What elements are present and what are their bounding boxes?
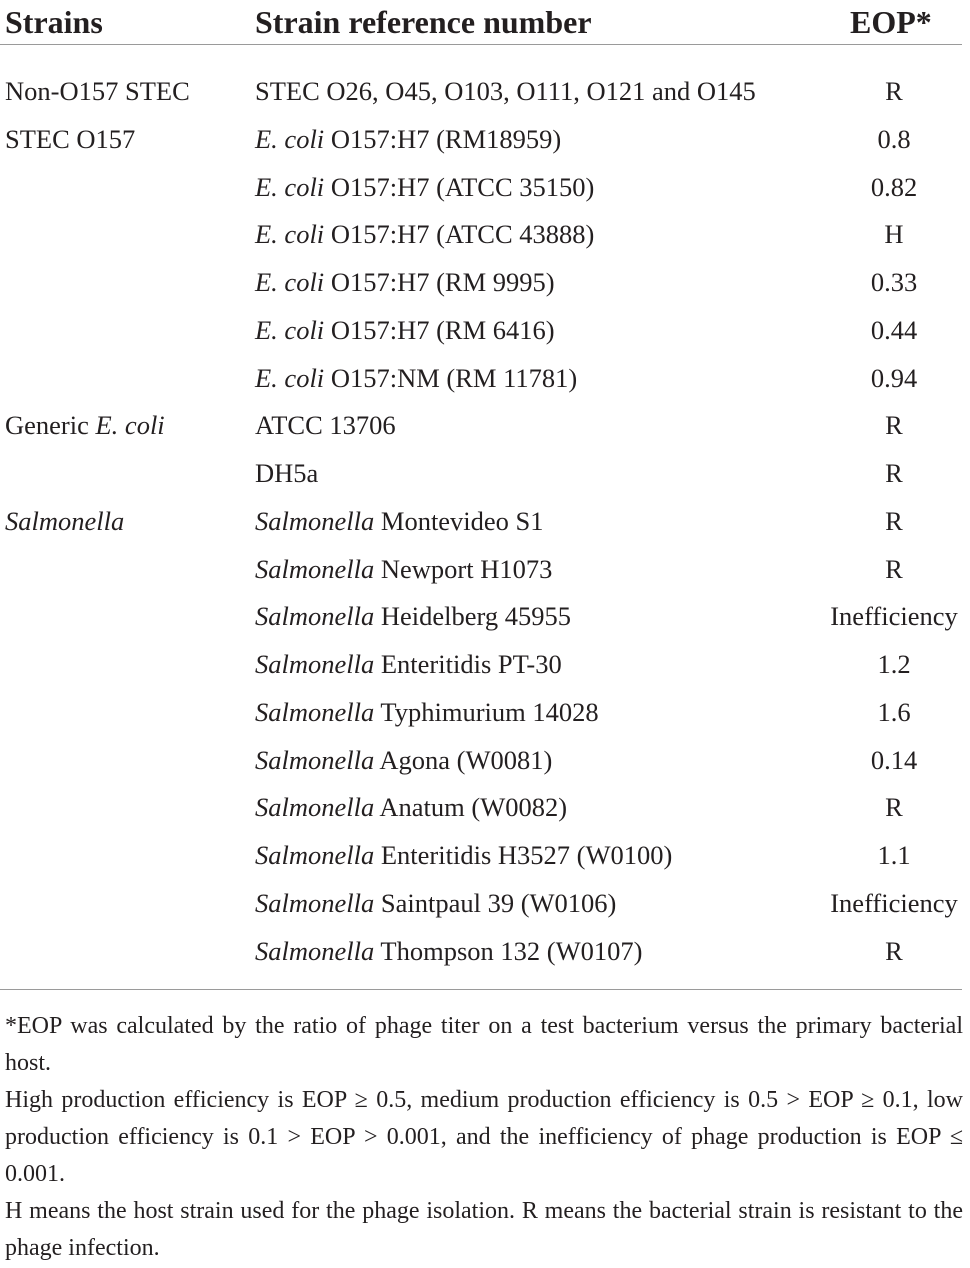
table-row bbox=[0, 601, 970, 649]
cell-strain-reference bbox=[255, 506, 544, 536]
cell-eop-value: R bbox=[885, 458, 903, 488]
table-row bbox=[0, 888, 970, 936]
cell-eop-value: 0.44 bbox=[870, 314, 918, 345]
cell-strain-reference bbox=[255, 840, 672, 870]
species-name: E. coli bbox=[255, 362, 325, 393]
species-name: E. coli bbox=[255, 219, 325, 250]
species-name: Salmonella bbox=[255, 840, 375, 870]
cell-strain-reference bbox=[255, 458, 318, 488]
cell-eop-value: Inefficiency bbox=[830, 601, 958, 632]
strain-reference-text: DH5a bbox=[255, 458, 319, 488]
cell-eop-value: R bbox=[885, 410, 903, 441]
header-strains: Strains bbox=[5, 4, 103, 40]
cell-strain-group bbox=[5, 76, 190, 106]
table-row bbox=[0, 792, 970, 840]
strain-reference-text: O157:H7 (ATCC 35150) bbox=[324, 171, 595, 202]
table-row bbox=[0, 267, 970, 315]
table-row bbox=[0, 936, 970, 984]
strain-group-italic: E. coli bbox=[95, 410, 165, 441]
table-row bbox=[0, 506, 970, 554]
species-name: Salmonella bbox=[255, 505, 375, 536]
species-name: Salmonella bbox=[255, 649, 375, 679]
table-row bbox=[0, 697, 970, 745]
cell-eop-value: 0.94 bbox=[870, 362, 918, 393]
cell-eop-value: 0.82 bbox=[870, 171, 918, 202]
cell-strain-reference bbox=[255, 936, 642, 966]
strain-reference-text: O157:H7 (RM 9995) bbox=[324, 267, 555, 297]
footnote-eop-definition: *EOP was calculated by the ratio of phage titer on a test bacterium versus the primary bacterial host. bbox=[5, 1013, 963, 1076]
species-name: E. coli bbox=[255, 314, 325, 345]
cell-eop-value: 0.8 bbox=[877, 123, 911, 154]
cell-strain-reference bbox=[255, 697, 599, 727]
cell-eop-value: 0.33 bbox=[870, 267, 918, 297]
cell-strain-reference bbox=[255, 601, 571, 631]
cell-eop-value: Inefficiency bbox=[830, 887, 958, 918]
species-name: Salmonella bbox=[255, 601, 375, 632]
cell-eop-value: H bbox=[884, 219, 904, 250]
strain-reference-text: O157:H7 (RM 6416) bbox=[324, 314, 555, 345]
strain-reference-text: Anatum (W0082) bbox=[374, 792, 568, 823]
species-name: E. coli bbox=[255, 171, 325, 202]
cell-eop-value: 1.2 bbox=[877, 649, 911, 679]
header-eop: EOP* bbox=[850, 4, 932, 40]
cell-strain-reference bbox=[255, 649, 562, 679]
cell-strain-reference bbox=[255, 363, 577, 393]
table-row bbox=[0, 410, 970, 458]
strain-reference-text: Agona (W0081) bbox=[374, 744, 553, 775]
species-name: Salmonella bbox=[255, 553, 375, 584]
cell-strain-reference bbox=[255, 267, 555, 297]
strain-reference-text: Enteritidis H3527 (W0100) bbox=[374, 840, 673, 870]
cell-eop-value: R bbox=[885, 935, 903, 966]
cell-strain-reference bbox=[255, 554, 552, 584]
table-row bbox=[0, 315, 970, 363]
strain-reference-text: STEC O26, O45, O103, O111, O121 and O145 bbox=[255, 76, 756, 106]
cell-strain-reference bbox=[255, 76, 756, 106]
species-name: Salmonella bbox=[255, 935, 375, 966]
table-row bbox=[0, 219, 970, 267]
table-row bbox=[0, 458, 970, 506]
table-footnotes bbox=[5, 1008, 963, 1267]
strain-group-text: STEC O157 bbox=[5, 123, 136, 154]
strain-group-italic: Salmonella bbox=[5, 505, 125, 536]
cell-eop-value: R bbox=[885, 553, 903, 584]
header-strain-reference-number: Strain reference number bbox=[255, 4, 592, 40]
footnote-h-r-meaning: H means the host strain used for the phage isolation. R means the bacterial strain is resistant to the phage infection. bbox=[5, 1198, 963, 1261]
cell-strain-reference bbox=[255, 124, 561, 154]
strain-reference-text: Heidelberg 45955 bbox=[374, 601, 571, 632]
table-row bbox=[0, 554, 970, 602]
species-name: E. coli bbox=[255, 267, 325, 297]
cell-strain-group bbox=[5, 410, 165, 440]
species-name: Salmonella bbox=[255, 744, 375, 775]
table-row bbox=[0, 172, 970, 220]
cell-strain-reference bbox=[255, 410, 396, 440]
strain-reference-text: Newport H1073 bbox=[374, 553, 553, 584]
footnote-efficiency-thresholds: High production efficiency is EOP ≥ 0.5, medium production efficiency is 0.5 > EOP ≥ 0.1, low production efficiency is 0.1 > EOP > 0.001, and the inefficiency of phage production is EOP ≤ 0.001. bbox=[5, 1087, 963, 1187]
strain-reference-text: O157:H7 (ATCC 43888) bbox=[324, 219, 595, 250]
cell-strain-reference bbox=[255, 792, 567, 822]
cell-strain-group bbox=[5, 124, 135, 154]
strain-reference-text: ATCC 13706 bbox=[255, 410, 396, 441]
strain-reference-text: Saintpaul 39 (W0106) bbox=[374, 887, 617, 918]
table-row bbox=[0, 124, 970, 172]
cell-strain-reference bbox=[255, 219, 594, 249]
table-bottom-rule bbox=[0, 989, 962, 990]
cell-strain-reference bbox=[255, 745, 552, 775]
strain-reference-text: Thompson 132 (W0107) bbox=[374, 935, 643, 966]
cell-eop-value: 1.6 bbox=[877, 696, 911, 727]
species-name: Salmonella bbox=[255, 887, 375, 918]
strain-reference-text: O157:H7 (RM18959) bbox=[324, 123, 562, 154]
cell-eop-value: 0.14 bbox=[870, 744, 918, 775]
table-row bbox=[0, 840, 970, 888]
strain-reference-text: Typhimurium 14028 bbox=[374, 696, 599, 727]
strain-group-text: Non-O157 STEC bbox=[5, 76, 190, 106]
strain-reference-text: Montevideo S1 bbox=[374, 505, 544, 536]
table-row bbox=[0, 649, 970, 697]
strain-reference-text: O157:NM (RM 11781) bbox=[324, 362, 578, 393]
header-rule bbox=[0, 44, 962, 45]
cell-eop-value: R bbox=[885, 792, 903, 823]
table-row bbox=[0, 76, 970, 124]
strain-reference-text: Enteritidis PT-30 bbox=[374, 649, 562, 679]
cell-strain-reference bbox=[255, 315, 555, 345]
cell-eop-value: R bbox=[885, 76, 903, 106]
species-name: E. coli bbox=[255, 123, 325, 154]
species-name: Salmonella bbox=[255, 696, 375, 727]
cell-eop-value: 1.1 bbox=[877, 840, 911, 870]
cell-strain-reference bbox=[255, 172, 594, 202]
strain-group-text: Generic bbox=[5, 410, 96, 441]
table-row bbox=[0, 745, 970, 793]
table-row bbox=[0, 363, 970, 411]
species-name: Salmonella bbox=[255, 792, 375, 823]
cell-strain-group bbox=[5, 506, 124, 536]
cell-eop-value: R bbox=[885, 505, 903, 536]
cell-strain-reference bbox=[255, 888, 616, 918]
